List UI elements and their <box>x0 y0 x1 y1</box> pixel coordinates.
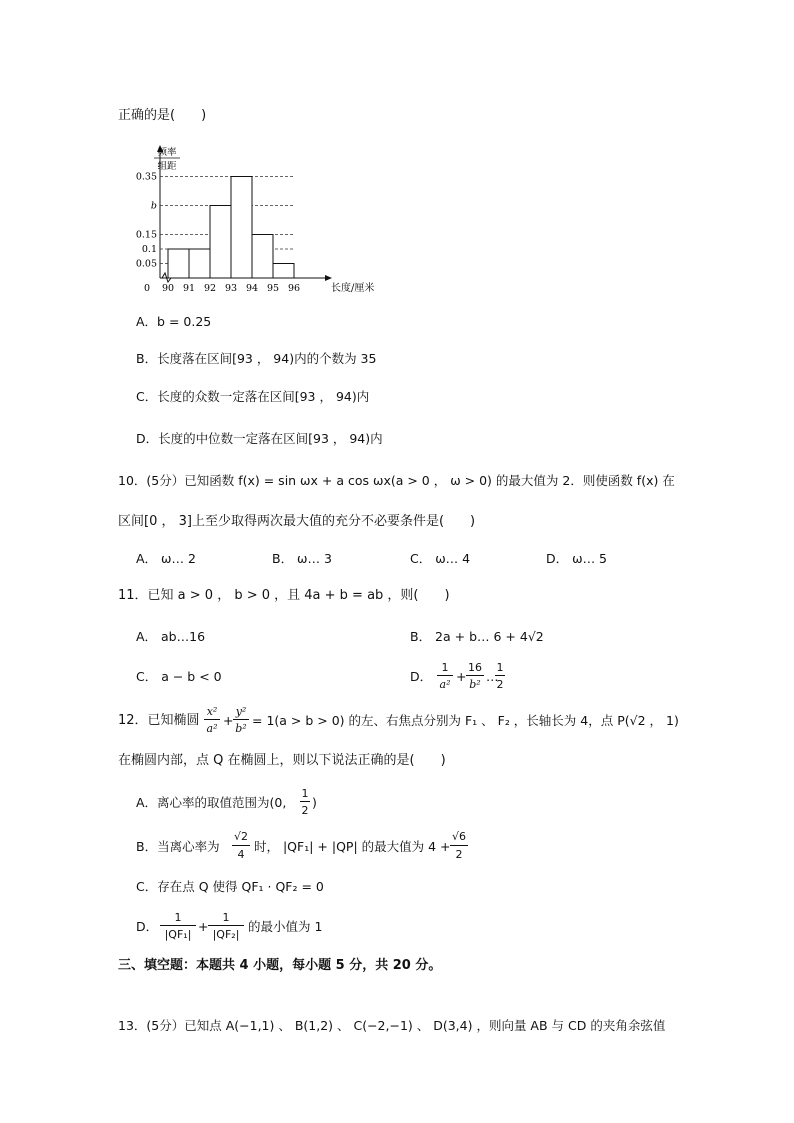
q12-option-c: C．存在点 Q 使得 QF₁ · QF₂ = 0 <box>136 879 324 894</box>
q11-stem: 11．已知 a > 0 ， b > 0 ，且 4a + b = ab ，则( ) <box>118 588 450 603</box>
bar-94-95 <box>252 235 273 279</box>
x-tick-90: 90 <box>161 283 175 294</box>
q12-b-mid: 时， |QF₁| + |QP| 的最大值为 4 + <box>254 839 451 854</box>
q10-stem-line1: 10．(5分）已知函数 f(x) = sin ωx + a cos ωx(a > 0 ， ω > 0) 的最大值为 2．则使函数 f(x) 在 <box>118 473 675 488</box>
histogram-chart <box>130 140 375 300</box>
q10-option-d: D． ω… 5 <box>546 551 607 566</box>
y-tick-0.1: 0.1 <box>141 244 157 255</box>
q11-d-frac1-den: a² <box>439 678 451 691</box>
q9-option-d: D．长度的中位数一定落在区间[93 ， 94)内 <box>136 431 383 446</box>
q12-d-den1: |QF₁| <box>164 928 192 941</box>
q12-a-num: 1 <box>301 787 309 800</box>
q12-frac1-num: x² <box>206 705 218 718</box>
q12-b-den: 4 <box>237 848 245 861</box>
q12-frac1-den: a² <box>206 722 218 735</box>
q12-plus: + <box>223 713 234 728</box>
q12-stem-rest: = 1(a > b > 0) 的左、右焦点分别为 F₁ 、 F₂ ，长轴长为 4，点 P(√2 ， 1) <box>252 713 679 728</box>
q11-option-b: B． 2a + b… 6 + 4√2 <box>410 629 544 644</box>
bar-92-93 <box>210 206 231 279</box>
q12-d-num2: 1 <box>222 911 230 924</box>
q10-option-b: B． ω… 3 <box>272 551 332 566</box>
q12-d-plus: + <box>198 919 209 934</box>
bar-95-96 <box>273 264 294 279</box>
q13-stem: 13．(5分）已知点 A(−1,1) 、 B(1,2) 、 C(−2,−1) 、 D(3,4) ，则向量 AB 与 CD 的夹角余弦值 <box>118 1018 666 1033</box>
y-axis-label-top: 频率 <box>157 147 177 158</box>
y-axis-label-bottom: 组距 <box>157 161 177 172</box>
q12-prefix: 12．已知椭圆 <box>118 713 200 728</box>
x-tick-93: 93 <box>224 283 238 294</box>
bar-90-91 <box>168 249 189 278</box>
q11-option-c: C． a − b < 0 <box>136 669 222 684</box>
intro-line: 正确的是( ) <box>118 108 207 123</box>
q10-option-a: A． ω… 2 <box>136 551 196 566</box>
q12-a-den: 2 <box>301 804 309 817</box>
q11-d-relation: … <box>486 669 499 684</box>
q12-d-num1: 1 <box>174 911 182 924</box>
bar-91-92 <box>189 249 210 278</box>
x-tick-94: 94 <box>245 283 259 294</box>
q12-b-num: √2 <box>233 830 248 843</box>
q12-d-den2: |QF₂| <box>212 928 240 941</box>
q11-d-rhs-num: 1 <box>496 661 504 674</box>
q11-d-frac1-num: 1 <box>441 661 449 674</box>
q12-frac2-num: y² <box>235 705 247 718</box>
q12-option-d-prefix: D． <box>136 919 159 934</box>
q12-b-rden: 2 <box>455 848 463 861</box>
origin-label: 0 <box>144 283 151 294</box>
q11-d-rhs-den: 2 <box>496 678 504 691</box>
bar-93-94 <box>231 177 252 279</box>
x-axis-arrow <box>325 275 332 281</box>
q11-d-plus: + <box>456 669 467 684</box>
x-tick-95: 95 <box>266 283 280 294</box>
q11-d-frac2-num: 16 <box>468 661 482 674</box>
q10-stem-line2: 区间[0 ， 3]上至少取得两次最大值的充分不必要条件是( ) <box>118 514 476 529</box>
y-tick-b: b <box>150 200 157 212</box>
x-tick-92: 92 <box>203 283 217 294</box>
x-axis-label: 长度/厘米 <box>331 283 375 294</box>
x-tick-96: 96 <box>287 283 301 294</box>
q9-option-b: B．长度落在区间[93 ， 94)内的个数为 35 <box>136 351 377 366</box>
q10-option-c: C． ω… 4 <box>410 551 471 566</box>
y-tick-0.05: 0.05 <box>135 258 157 270</box>
q12-d-suffix: 的最小值为 1 <box>248 919 323 934</box>
q12-a-suffix: ) <box>312 795 317 810</box>
q12-option-b-prefix: B．当离心率为 <box>136 839 220 854</box>
q11-option-a: A． ab…16 <box>136 629 206 644</box>
q11-d-frac2-den: b² <box>469 678 481 691</box>
x-tick-91: 91 <box>182 283 196 294</box>
q9-option-a: A．b = 0.25 <box>136 314 212 329</box>
q9-option-c: C．长度的众数一定落在区间[93 ， 94)内 <box>136 389 370 404</box>
q11-option-d-prefix: D． <box>410 669 433 684</box>
q12-stem-line2: 在椭圆内部，点 Q 在椭圆上，则以下说法正确的是( ) <box>118 753 446 768</box>
q12-b-rnum: √6 <box>451 830 466 843</box>
y-tick-0.15: 0.15 <box>135 229 157 241</box>
y-tick-0.35: 0.35 <box>135 171 157 183</box>
q12-option-a-prefix: A．离心率的取值范围为(0, <box>136 795 287 810</box>
section-3-heading: 三、填空题：本题共 4 小题，每小题 5 分，共 20 分。 <box>118 958 442 973</box>
q12-frac2-den: b² <box>235 722 247 735</box>
